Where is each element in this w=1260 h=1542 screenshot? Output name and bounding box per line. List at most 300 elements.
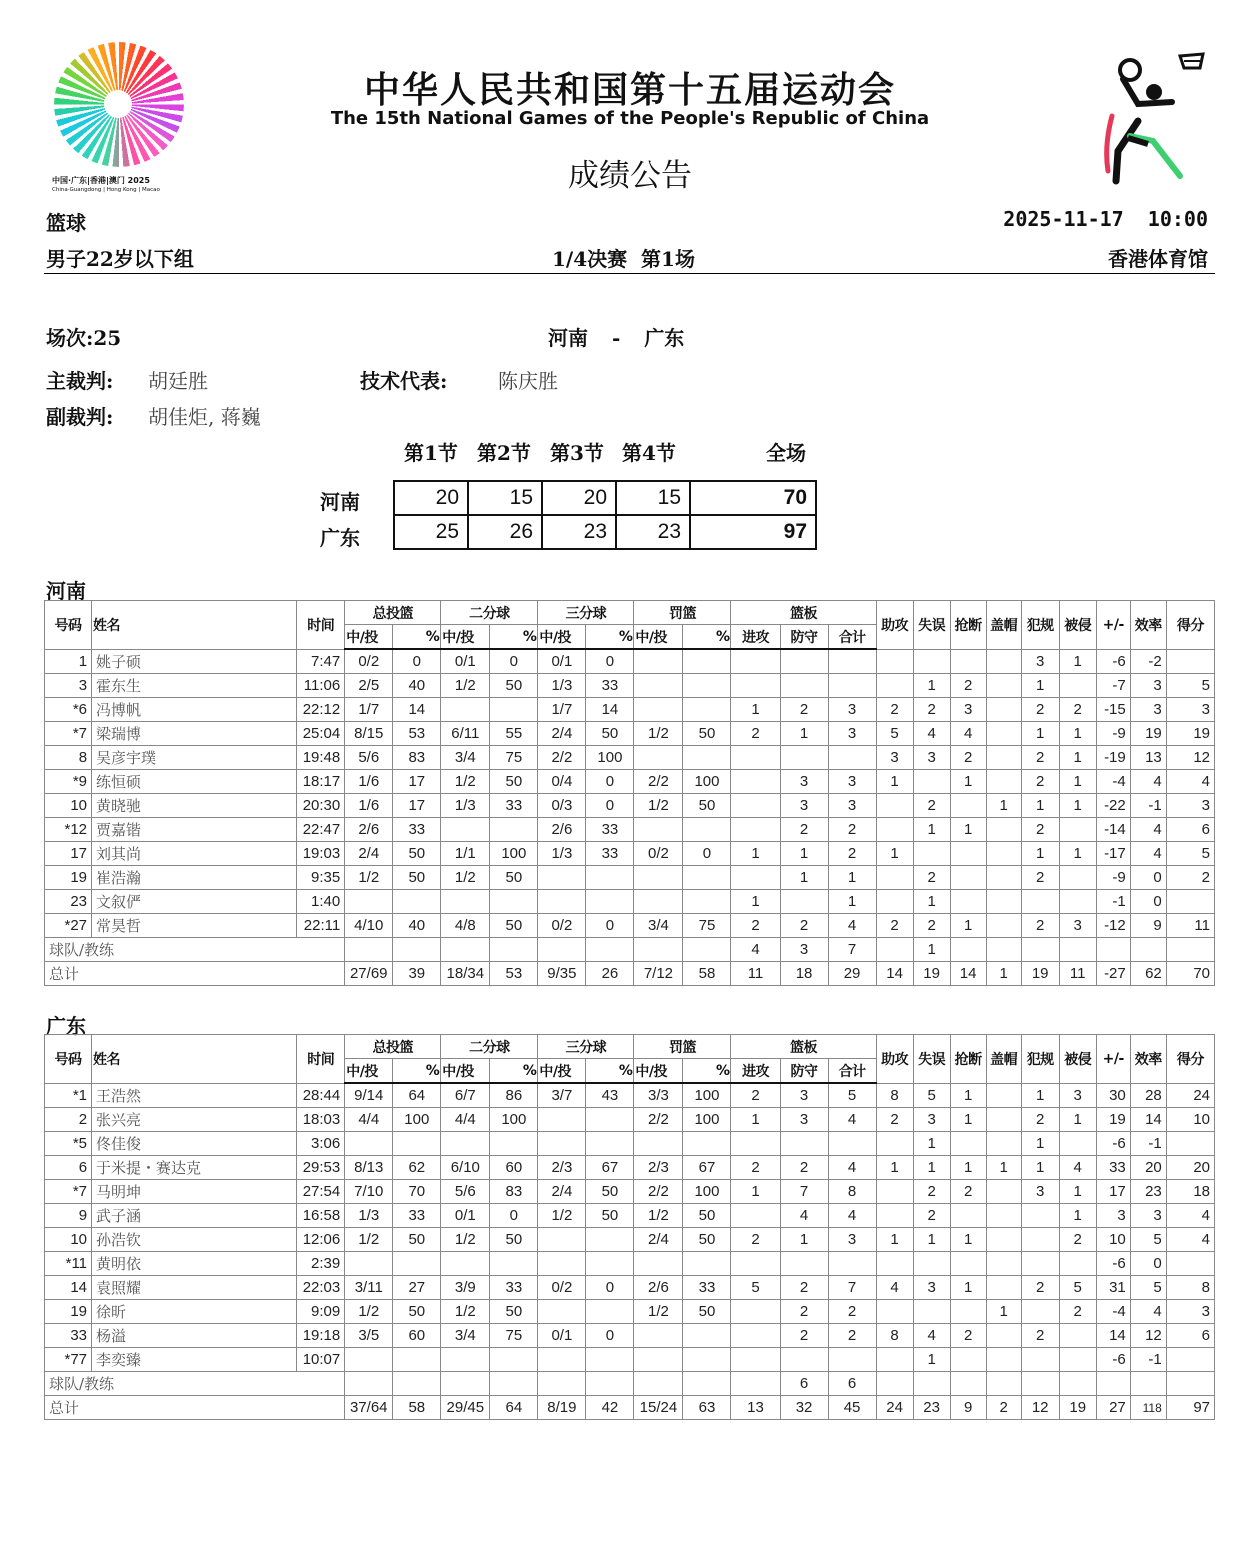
home-team: 河南	[548, 326, 588, 350]
stat-cell: 1	[780, 722, 828, 746]
stat-cell	[876, 866, 913, 890]
score-row-home	[394, 481, 816, 515]
score-cell: 20	[542, 481, 616, 515]
stat-cell: 5	[1166, 842, 1214, 866]
total-cell: 12	[1021, 1396, 1059, 1420]
stat-cell: 50	[683, 1300, 731, 1324]
col-header-made-attempted: 中/投	[345, 625, 393, 650]
stat-cell: 3	[1166, 698, 1214, 722]
stat-cell	[441, 1252, 490, 1276]
player-row	[45, 1324, 1215, 1348]
stat-cell	[986, 1372, 1021, 1396]
stat-cell: 1	[1059, 1108, 1096, 1132]
total-cell: 27/69	[345, 962, 393, 986]
stat-cell: 19:18	[297, 1324, 345, 1348]
stat-cell	[683, 746, 731, 770]
stat-cell: 1	[950, 1083, 986, 1108]
col-header-percent: %	[393, 625, 441, 650]
stat-cell: 1	[986, 794, 1021, 818]
total-cell: 18/34	[441, 962, 490, 986]
stat-cell: 23	[1130, 1180, 1166, 1204]
stat-cell	[586, 890, 634, 914]
player-name: 霍东生	[92, 674, 297, 698]
stat-cell	[828, 674, 876, 698]
stat-cell: 22:03	[297, 1276, 345, 1300]
player-name: 马明坤	[92, 1180, 297, 1204]
stat-cell: 18:17	[297, 770, 345, 794]
team-coach-row	[45, 938, 1215, 962]
stat-cell	[986, 866, 1021, 890]
total-cell: 9/35	[538, 962, 586, 986]
stat-cell: 33	[586, 674, 634, 698]
stat-cell: 12	[1166, 746, 1214, 770]
stat-cell: 3	[1166, 794, 1214, 818]
stat-cell	[490, 890, 538, 914]
score-team-away: 广东	[320, 526, 360, 550]
stat-cell: 1	[1059, 746, 1096, 770]
stat-cell: 33	[586, 818, 634, 842]
stat-cell: 18:03	[297, 1108, 345, 1132]
stat-cell: 31	[1096, 1276, 1130, 1300]
stat-cell: 14	[586, 698, 634, 722]
stat-cell	[490, 938, 538, 962]
col-header-stl: 抢断	[950, 1035, 986, 1084]
stat-cell	[950, 794, 986, 818]
col-header-number: 号码	[45, 601, 92, 650]
stat-cell: 2	[1021, 770, 1059, 794]
stat-cell: 14	[1096, 1324, 1130, 1348]
total-cell: 19	[1059, 1396, 1096, 1420]
stat-cell: 2	[1021, 866, 1059, 890]
stat-cell: 0	[1130, 890, 1166, 914]
player-row	[45, 1228, 1215, 1252]
logo-text-cn: 中国·广东|香港|澳门 2025	[52, 176, 150, 185]
stat-cell	[731, 1300, 780, 1324]
player-row	[45, 722, 1215, 746]
player-number: *7	[45, 722, 92, 746]
player-name: 黄晓驰	[92, 794, 297, 818]
game-number	[46, 322, 121, 351]
stat-cell	[634, 866, 683, 890]
player-row	[45, 674, 1215, 698]
total-cell: 39	[393, 962, 441, 986]
stat-cell: 2/4	[634, 1228, 683, 1252]
totals-label: 总计	[45, 962, 345, 986]
stat-cell: 4	[828, 1156, 876, 1180]
player-name: 黄明依	[92, 1252, 297, 1276]
stat-cell: 1/2	[441, 1228, 490, 1252]
stat-cell: 2	[950, 1180, 986, 1204]
stat-cell: 3	[828, 1228, 876, 1252]
stat-cell	[538, 890, 586, 914]
stat-cell: 3/4	[441, 1324, 490, 1348]
stat-cell: 50	[490, 770, 538, 794]
stat-cell: 4	[913, 1324, 950, 1348]
stat-cell: 10	[1166, 1108, 1214, 1132]
stat-cell	[986, 722, 1021, 746]
stat-cell: 67	[683, 1156, 731, 1180]
stat-cell: 2	[828, 818, 876, 842]
stat-cell	[986, 1204, 1021, 1228]
stat-cell: 1	[780, 842, 828, 866]
col-header-percent: %	[683, 625, 731, 650]
stat-cell	[913, 1252, 950, 1276]
total-cell: 18	[780, 962, 828, 986]
total-cell: 7/12	[634, 962, 683, 986]
stat-cell: 4	[828, 1108, 876, 1132]
score-team-home: 河南	[320, 490, 360, 514]
stat-cell: 22:11	[297, 914, 345, 938]
stat-cell: 28	[1130, 1083, 1166, 1108]
stat-cell: 1/3	[345, 1204, 393, 1228]
col-header-free-throws: 罚篮	[634, 601, 731, 625]
col-header-blk: 盖帽	[986, 601, 1021, 650]
stat-cell: 4	[913, 722, 950, 746]
stat-cell	[586, 938, 634, 962]
total-cell: 63	[683, 1396, 731, 1420]
stat-cell	[634, 698, 683, 722]
games-title-cn: 中华人民共和国第十五届运动会	[363, 69, 896, 111]
player-name: 徐昕	[92, 1300, 297, 1324]
stat-cell: 1	[876, 770, 913, 794]
total-cell: 11	[731, 962, 780, 986]
player-row	[45, 1180, 1215, 1204]
totals-row	[45, 1396, 1215, 1420]
stat-cell: 33	[683, 1276, 731, 1300]
stat-cell: 1	[913, 1228, 950, 1252]
stat-cell: -22	[1096, 794, 1130, 818]
score-row-away	[394, 515, 816, 549]
stat-cell: 1	[1059, 842, 1096, 866]
stat-cell: 19	[1130, 722, 1166, 746]
stat-cell: 1	[876, 842, 913, 866]
stat-cell: 1	[731, 698, 780, 722]
stat-cell: 0	[586, 1276, 634, 1300]
stat-cell: 3/7	[538, 1083, 586, 1108]
stat-cell: 2	[1021, 746, 1059, 770]
stat-cell: 1	[876, 1156, 913, 1180]
stat-cell: 8	[876, 1324, 913, 1348]
total-cell: 14	[876, 962, 913, 986]
col-header-offensive: 进攻	[731, 625, 780, 650]
stat-cell	[441, 890, 490, 914]
stat-cell	[986, 649, 1021, 674]
col-header-defensive: 防守	[780, 625, 828, 650]
stat-cell	[731, 1252, 780, 1276]
stat-cell	[634, 1348, 683, 1372]
games-title-en: The 15th National Games of the People's Republic of China	[330, 108, 930, 129]
stat-cell	[345, 1252, 393, 1276]
team-coach-label: 球队/教练	[45, 1372, 345, 1396]
stat-cell	[780, 1252, 828, 1276]
stat-cell	[441, 818, 490, 842]
stat-cell	[731, 866, 780, 890]
stat-cell	[683, 1372, 731, 1396]
stat-cell: 0/2	[538, 1276, 586, 1300]
stat-cell: 1	[1059, 649, 1096, 674]
stat-cell	[1130, 1372, 1166, 1396]
stat-cell: 3	[950, 698, 986, 722]
stat-cell: 19	[1096, 1108, 1130, 1132]
stat-cell: 11	[1166, 914, 1214, 938]
stat-cell: 2	[913, 698, 950, 722]
player-number: *11	[45, 1252, 92, 1276]
stat-cell: 27	[393, 1276, 441, 1300]
stat-cell: 1	[780, 866, 828, 890]
stat-cell: 4	[1130, 818, 1166, 842]
stat-cell	[586, 1348, 634, 1372]
stat-cell: 6	[780, 1372, 828, 1396]
player-row	[45, 1083, 1215, 1108]
player-name: 孙浩钦	[92, 1228, 297, 1252]
stat-cell	[986, 914, 1021, 938]
score-cell: 23	[616, 515, 690, 549]
stat-cell	[731, 794, 780, 818]
player-name: 张兴亮	[92, 1108, 297, 1132]
stat-cell: 3	[780, 938, 828, 962]
stat-cell: 1	[913, 938, 950, 962]
stat-cell: 1	[876, 1228, 913, 1252]
stat-cell: 70	[393, 1180, 441, 1204]
col-header-ast: 助攻	[876, 1035, 913, 1084]
stat-cell: 1/2	[538, 1204, 586, 1228]
score-total: 70	[690, 481, 816, 515]
stat-cell: 50	[393, 866, 441, 890]
stat-cell: 1/3	[538, 842, 586, 866]
stat-cell	[876, 649, 913, 674]
stat-cell: 2	[913, 794, 950, 818]
stat-cell	[780, 1132, 828, 1156]
stat-cell: 0/4	[538, 770, 586, 794]
stat-cell: 1:40	[297, 890, 345, 914]
stat-cell: 0/1	[538, 649, 586, 674]
tech-delegate-name: 陈庆胜	[498, 369, 558, 393]
stat-cell: 2	[731, 1156, 780, 1180]
stat-cell	[393, 1252, 441, 1276]
stat-cell: 3	[1021, 1180, 1059, 1204]
team-coach-row	[45, 1372, 1215, 1396]
stat-cell: 1	[950, 914, 986, 938]
stat-cell	[586, 1132, 634, 1156]
player-number: 17	[45, 842, 92, 866]
stat-cell: 1/6	[345, 794, 393, 818]
stat-cell	[950, 649, 986, 674]
player-row	[45, 1300, 1215, 1324]
stat-cell: 1/7	[345, 698, 393, 722]
player-row	[45, 1108, 1215, 1132]
stat-cell: 1	[913, 1132, 950, 1156]
stat-cell: 2	[1021, 698, 1059, 722]
score-header-q4: 第4节	[622, 441, 676, 465]
stat-cell: 25:04	[297, 722, 345, 746]
stat-cell	[986, 1132, 1021, 1156]
stat-cell: 2/6	[634, 1276, 683, 1300]
stat-cell: 2/5	[345, 674, 393, 698]
stat-cell: 9:09	[297, 1300, 345, 1324]
col-header-pts: 得分	[1166, 1035, 1214, 1084]
total-cell: 19	[1021, 962, 1059, 986]
player-name: 王浩然	[92, 1083, 297, 1108]
stat-cell	[780, 746, 828, 770]
stat-cell	[876, 1372, 913, 1396]
stat-cell: 1	[1059, 722, 1096, 746]
player-name: 袁照耀	[92, 1276, 297, 1300]
stat-cell	[731, 746, 780, 770]
stat-cell: -12	[1096, 914, 1130, 938]
stat-cell: -19	[1096, 746, 1130, 770]
col-header-made-attempted: 中/投	[345, 1059, 393, 1084]
stat-cell	[1059, 1324, 1096, 1348]
stat-cell	[950, 890, 986, 914]
stat-cell: 18	[1166, 1180, 1214, 1204]
stat-cell: 6/11	[441, 722, 490, 746]
player-name: 刘其尚	[92, 842, 297, 866]
stat-cell: 3	[780, 770, 828, 794]
stat-cell: 33	[586, 842, 634, 866]
stat-cell	[731, 1348, 780, 1372]
stat-cell: 1	[913, 818, 950, 842]
stat-cell: 1/7	[538, 698, 586, 722]
stat-cell: 2	[780, 914, 828, 938]
stat-cell	[634, 890, 683, 914]
stat-cell: 3	[1096, 1204, 1130, 1228]
tech-delegate-label: 技术代表:	[360, 369, 448, 393]
total-cell: 64	[490, 1396, 538, 1420]
stat-cell: 3	[1059, 1083, 1096, 1108]
col-header-percent: %	[586, 1059, 634, 1084]
stat-cell: 3	[1166, 1300, 1214, 1324]
stat-cell: 1/6	[345, 770, 393, 794]
header-row	[45, 601, 1215, 625]
box-score-table-away	[44, 1034, 1215, 1420]
stat-cell: 2	[1021, 1108, 1059, 1132]
stat-cell: 0/2	[538, 914, 586, 938]
stat-cell: 3	[828, 698, 876, 722]
stat-cell: 2/2	[634, 1180, 683, 1204]
stat-cell: 2	[913, 1180, 950, 1204]
player-row	[45, 1204, 1215, 1228]
stat-cell: 2	[780, 1324, 828, 1348]
col-header-percent: %	[490, 625, 538, 650]
umpires-label: 副裁判:	[46, 405, 114, 429]
player-name: 常昊哲	[92, 914, 297, 938]
stat-cell: 3/5	[345, 1324, 393, 1348]
stat-cell	[586, 1252, 634, 1276]
stat-cell	[913, 842, 950, 866]
player-name: 姚子硕	[92, 649, 297, 674]
stat-cell	[441, 1372, 490, 1396]
stat-cell: 1/2	[441, 866, 490, 890]
stat-cell: 1	[828, 890, 876, 914]
stat-cell: 17	[1096, 1180, 1130, 1204]
stat-cell	[950, 1132, 986, 1156]
stat-cell	[876, 1180, 913, 1204]
stat-cell: 1	[913, 674, 950, 698]
stat-cell	[950, 1204, 986, 1228]
stat-cell	[393, 1372, 441, 1396]
player-name: 吴彦宇璞	[92, 746, 297, 770]
stat-cell	[828, 649, 876, 674]
stat-cell	[1059, 938, 1096, 962]
stat-cell: 1/2	[634, 1204, 683, 1228]
stat-cell: 2	[828, 842, 876, 866]
col-header-fd: 被侵	[1059, 1035, 1096, 1084]
col-header-percent: %	[683, 1059, 731, 1084]
player-name: 冯博帆	[92, 698, 297, 722]
stat-cell: 33	[490, 794, 538, 818]
stat-cell	[538, 1348, 586, 1372]
player-row	[45, 698, 1215, 722]
stat-cell: 0	[1130, 866, 1166, 890]
stat-cell: -15	[1096, 698, 1130, 722]
stat-cell	[876, 890, 913, 914]
stat-cell: 20:30	[297, 794, 345, 818]
score-cell: 26	[468, 515, 542, 549]
stat-cell: 6	[828, 1372, 876, 1396]
col-header-pm: +/-	[1096, 601, 1130, 650]
stat-cell: 3	[780, 794, 828, 818]
stat-cell	[913, 1372, 950, 1396]
col-header-pf: 犯规	[1021, 1035, 1059, 1084]
stat-cell	[950, 866, 986, 890]
stat-cell	[1059, 1252, 1096, 1276]
stat-cell: 2/4	[538, 1180, 586, 1204]
stat-cell	[634, 818, 683, 842]
stat-cell: 50	[490, 1300, 538, 1324]
stat-cell: 4	[950, 722, 986, 746]
stat-cell: 8	[1166, 1276, 1214, 1300]
stat-cell: 2/4	[345, 842, 393, 866]
stat-cell	[950, 1300, 986, 1324]
stat-cell: 0	[586, 914, 634, 938]
stat-cell: 1/1	[441, 842, 490, 866]
stat-cell	[986, 1252, 1021, 1276]
stat-cell	[731, 818, 780, 842]
stat-cell	[538, 1228, 586, 1252]
col-header-made-attempted: 中/投	[538, 1059, 586, 1084]
stat-cell	[345, 1348, 393, 1372]
matchup-separator: -	[612, 326, 621, 350]
team-title-home: 河南	[46, 579, 86, 603]
stat-cell: 1	[731, 1108, 780, 1132]
stat-cell: 50	[683, 1204, 731, 1228]
stat-cell: -7	[1096, 674, 1130, 698]
total-cell: 27	[1096, 1396, 1130, 1420]
stat-cell: 0	[586, 1324, 634, 1348]
total-cell: 1	[986, 962, 1021, 986]
stat-cell	[634, 1252, 683, 1276]
total-cell: 58	[683, 962, 731, 986]
stat-cell	[913, 770, 950, 794]
stat-cell: 1	[950, 1108, 986, 1132]
col-header-pf: 犯规	[1021, 601, 1059, 650]
stat-cell	[913, 1300, 950, 1324]
sport-label: 篮球	[46, 211, 86, 235]
col-header-made-attempted: 中/投	[441, 625, 490, 650]
stat-cell	[986, 698, 1021, 722]
total-cell: 29/45	[441, 1396, 490, 1420]
stat-cell: 2	[1021, 1324, 1059, 1348]
stat-cell: 0/1	[441, 1204, 490, 1228]
total-cell: 29	[828, 962, 876, 986]
total-cell: 62	[1130, 962, 1166, 986]
stat-cell: 3	[876, 746, 913, 770]
stat-cell	[683, 1348, 731, 1372]
stat-cell: 1/2	[345, 866, 393, 890]
score-cell: 23	[542, 515, 616, 549]
stat-cell: 1	[1021, 794, 1059, 818]
stat-cell: -1	[1130, 1348, 1166, 1372]
